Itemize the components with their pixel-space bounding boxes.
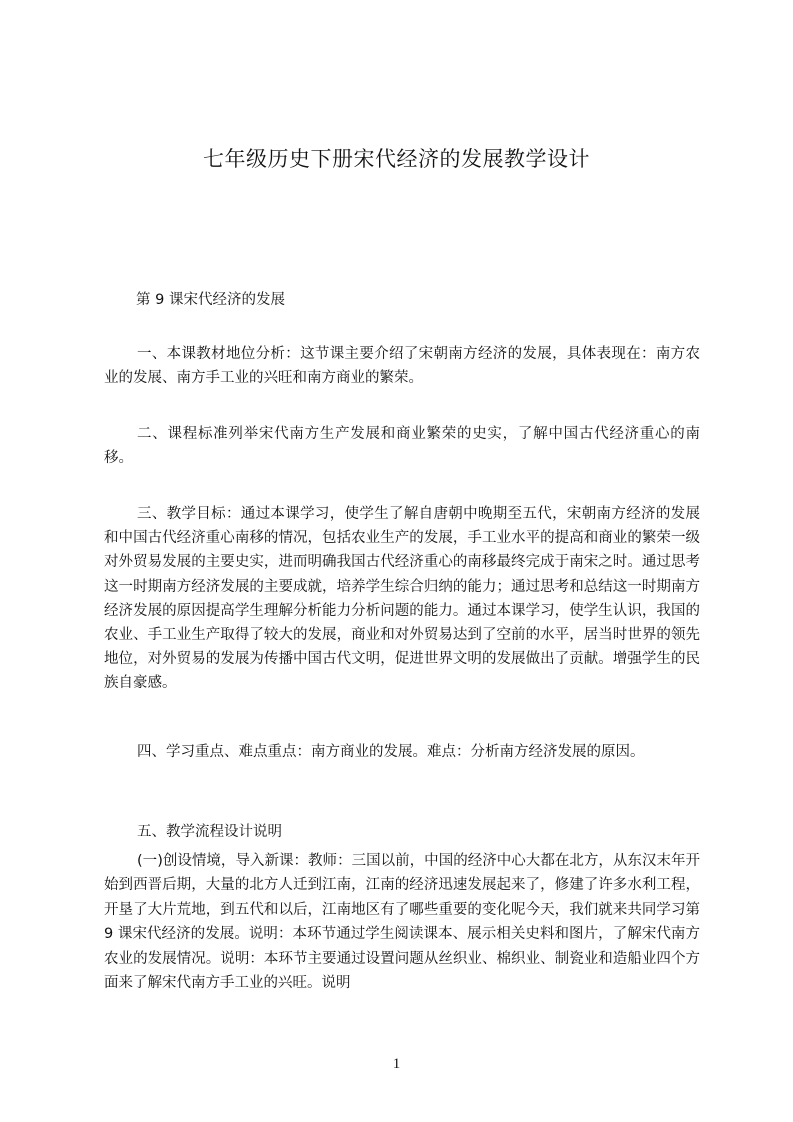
paragraph-curriculum-standard: 二、课程标准列举宋代南方生产发展和商业繁荣的史实，了解中国古代经济重心的南移。 [104, 426, 700, 466]
lesson-heading: 第 9 课宋代经济的发展 [136, 292, 285, 308]
document-title: 七年级历史下册宋代经济的发展教学设计 [203, 147, 590, 171]
paragraph-introduction: (一)创设情境，导入新课：教师：三国以前，中国的经济中心大都在北方，从东汉末年开始到西晋后期，大量的北方人迁到江南，江南的经济迅速发展起来了，修建了许多水利工程，开垦了大片荒地，到五代和以后，江南地区有了哪些重要的变化呢今天，我们就来共同学习第 9 课宋代经济的发展。说明：本环节通过学生阅读课本、展示相关史料和图片，了解宋代南方农业的发展情况。说明：本环节主要通过设置问题从丝织业、棉织业、制瓷业和造船业四个方面来了解宋代南方手工业的兴旺。说明 [104, 853, 700, 992]
paragraph-teaching-objectives: 三、教学目标：通过本课学习，使学生了解自唐朝中晚期至五代，宋朝南方经济的发展和中国古代经济重心南移的情况，包括农业生产的发展，手工业水平的提高和商业的繁荣一级对外贸易发展的主要史实，进而明确我国古代经济重心的南移最终完成于南宋之时。通过思考这一时期南方经济发展的主要成就，培养学生综合归纳的能力；通过思考和总结这一时期南方经济发展的原因提高学生理解分析能力分析问题的能力。通过本课学习，使学生认识，我国的农业、手工业生产取得了较大的发展，商业和对外贸易达到了空前的水平，居当时世界的领先地位，对外贸易的发展为传播中国古代文明，促进世界文明的发展做出了贡献。增强学生的民族自豪感。 [104, 506, 700, 692]
paragraph-textbook-analysis: 一、本课教材地位分析：这节课主要介绍了宋朝南方经济的发展，具体表现在：南方农业的发展、南方手工业的兴旺和南方商业的繁荣。 [104, 346, 700, 386]
paragraph-process-heading: 五、教学流程设计说明 [137, 824, 282, 840]
paragraph-key-points: 四、学习重点、难点重点：南方商业的发展。难点：分析南方经济发展的原因。 [137, 744, 645, 760]
page-number: 1 [392, 1056, 401, 1072]
